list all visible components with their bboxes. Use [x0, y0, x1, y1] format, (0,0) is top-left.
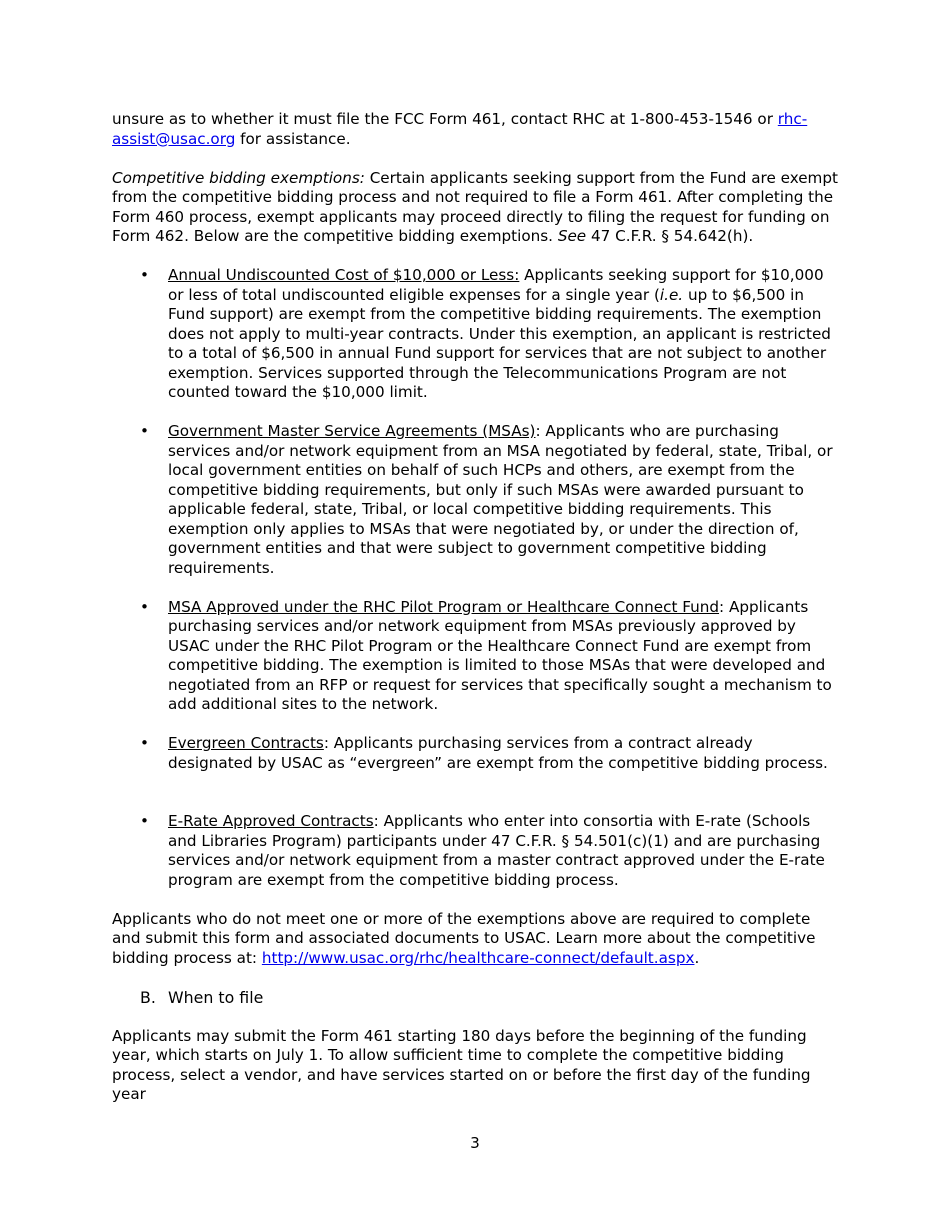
bullet-icon: • — [140, 422, 149, 440]
rhc-assist-email-link[interactable]: rhc-assist@usac.org — [112, 110, 808, 148]
bullet-icon: • — [140, 812, 149, 830]
healthcare-connect-link[interactable]: http://www.usac.org/rhc/healthcare-connect/default.aspx — [261, 948, 695, 967]
exemption-title: Evergreen Contracts — [168, 734, 324, 752]
exemption-title: Government Master Service Agreements (MSAs) — [168, 422, 536, 440]
bullet-icon: • — [140, 734, 149, 752]
exemption-item-pilot-msa: • MSA Approved under the RHC Pilot Program or Healthcare Connect Fund: Applicants purchasing services and/or network equipment from MSAs previously approved by USAC under the RHC Pilot Program or the Healthcare Connect Fund are exempt from competitive bidding. The exemption is limited to those MSAs that were developed and negotiated from an RFP or request for services that specifically sought a mechanism to add additional sites to the network. — [140, 597, 832, 713]
page-number: 3 — [470, 1134, 480, 1152]
document-page — [112, 110, 840, 1105]
exemption-item-erate: • E-Rate Approved Contracts: Applicants who enter into consortia with E-rate (Schools and Libraries Program) participants under 47 C.F.R. § 54.501(c)(1) and are purchasing services and/or network equipment from a master contract approved under the E-rate program are exempt from the competitive bidding process. — [140, 812, 825, 889]
section-heading-when-to-file: B. When to file — [140, 987, 264, 1007]
exemption-item-evergreen: • Evergreen Contracts: Applicants purchasing services from a contract already designated by USAC as “evergreen” are exempt from the competitive bidding process. — [140, 734, 828, 772]
closing-paragraph: Applicants who do not meet one or more of the exemptions above are required to complete and submit this form and associated documents to USAC. Learn more about the competitive bidding process at: http://www.usac.org/rhc/healthcare-connect/default.aspx. — [112, 909, 816, 967]
bullet-icon: • — [140, 597, 149, 616]
exemptions-intro-paragraph: Competitive bidding exemptions: Certain applicants seeking support from the Fund are exempt from the competitive bidding process and not required to file a Form 461. After completing the Form 460 process, exempt applicants may proceed directly to filing the request for funding on Form 462. Below are the competitive bidding exemptions. See 47 C.F.R. § 54.642(h). — [112, 168, 838, 245]
intro-paragraph: unsure as to whether it must file the FCC Form 461, contact RHC at 1-800-453-1546 or rhc-assist@usac.org for assistance. — [112, 110, 808, 148]
exemption-item-annual-cost: • Annual Undiscounted Cost of $10,000 or Less: Applicants seeking support for $10,000 or less of total undiscounted eligible expenses for a single year (i.e. up to $6,500 in Fund support) are exempt from the competitive bidding requirements. The exemption does not apply to multi-year contracts. Under this exemption, an applicant is restricted to a total of $6,500 in annual Fund support for services that are not subject to another exemption. Services supported through the Telecommunications Program are not counted toward the $10,000 limit. — [140, 266, 831, 401]
when-to-file-paragraph: Applicants may submit the Form 461 starting 180 days before the beginning of the funding year, which starts on July 1. To allow sufficient time to complete the competitive bidding process, select a vendor, and have services started on or before the first day of the funding year — [112, 1026, 811, 1103]
exemptions-label: Competitive bidding exemptions: — [112, 168, 365, 187]
bullet-icon: • — [140, 266, 149, 284]
exemption-title: E-Rate Approved Contracts — [168, 812, 374, 830]
exemption-title: MSA Approved under the RHC Pilot Program or Healthcare Connect Fund — [168, 597, 720, 616]
exemptions-list — [112, 266, 840, 890]
exemption-item-government-msa: • Government Master Service Agreements (MSAs): Applicants who are purchasing services and/or network equipment from an MSA negotiated by federal, state, Tribal, or local government entities on behalf of such HCPs and others, are exempt from the competitive bidding requirements, but only if such MSAs were awarded pursuant to applicable federal, state, Tribal, or local competitive bidding requirements. This exemption only applies to MSAs that were negotiated by, or under the direction of, government entities and that were subject to government competitive bidding requirements. — [140, 422, 833, 577]
exemption-title: Annual Undiscounted Cost of $10,000 or Less: — [168, 266, 520, 284]
